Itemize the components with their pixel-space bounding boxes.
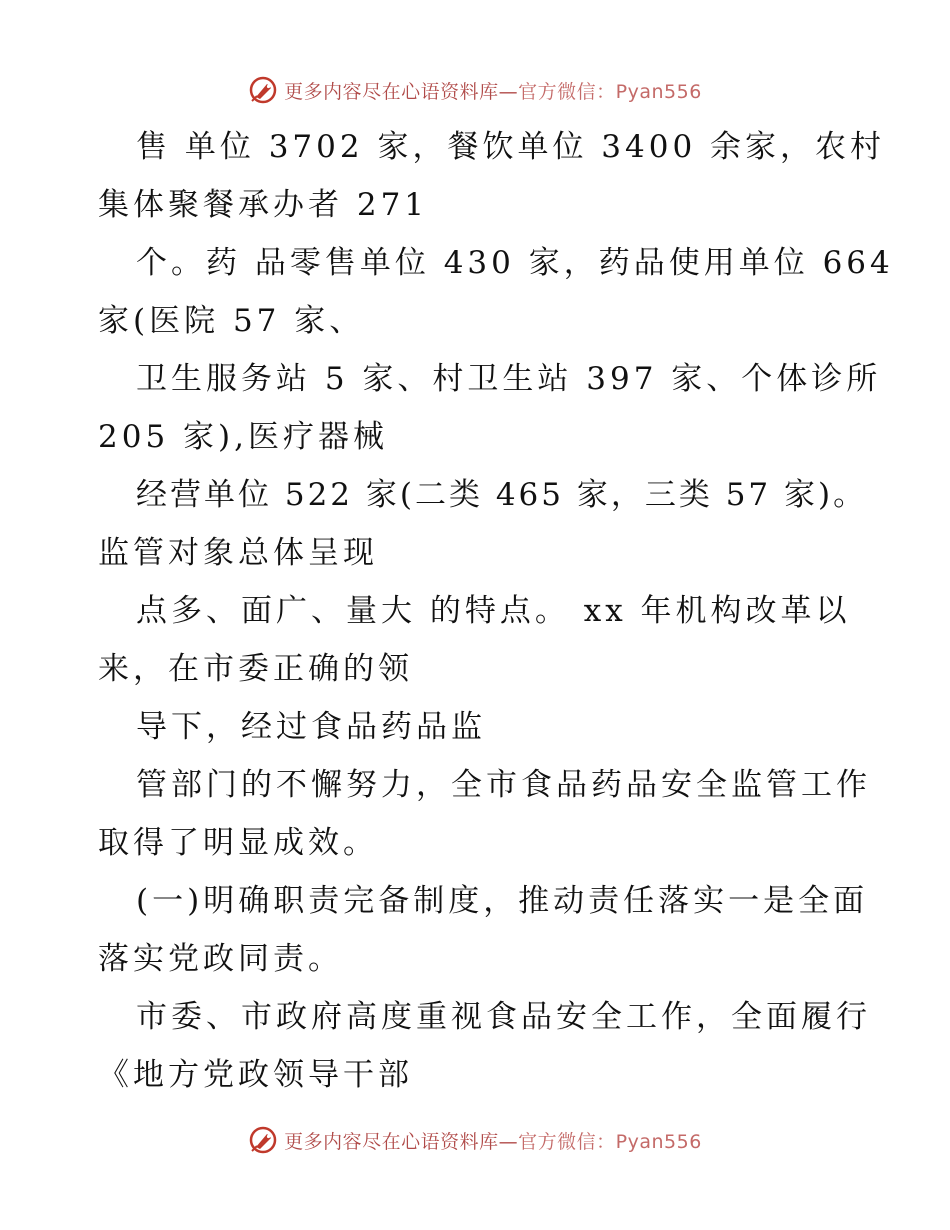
header-banner [0, 70, 950, 110]
body-line: 管部门的不懈努力，全市食品药品安全监管工作 [136, 767, 871, 803]
body-line: 市委、市政府高度重视食品安全工作，全面履行 [136, 999, 871, 1035]
body-line: 卫生服务站 5 家、村卫生站 397 家、个体诊所 [136, 361, 882, 397]
body-line: 导下，经过食品药品监 [136, 709, 486, 745]
document-body [98, 118, 894, 1104]
body-line: 205 家),医疗器械 [98, 419, 388, 455]
pen-nib-circle-icon [248, 1125, 278, 1155]
body-line: 监管对象总体呈现 [98, 535, 378, 571]
body-line: 取得了明显成效。 [98, 825, 378, 861]
header-text: 更多内容尽在心语资料库—官方微信：Pyan556 [284, 80, 702, 103]
body-line: 点多、面广、量大 的特点。 xx 年机构改革以 [136, 593, 851, 629]
body-line: 售 单位 3702 家，餐饮单位 3400 余家，农村 [136, 129, 886, 165]
footer-banner [0, 1120, 950, 1160]
body-line: 集体聚餐承办者 271 [98, 187, 429, 223]
body-line: 家(医院 57 家、 [98, 303, 365, 339]
body-line: 《地方党政领导干部 [98, 1057, 413, 1093]
body-line: 来，在市委正确的领 [98, 651, 413, 687]
body-line: 个。药 品零售单位 430 家，药品使用单位 664 [136, 245, 894, 281]
footer-text: 更多内容尽在心语资料库—官方微信：Pyan556 [284, 1130, 702, 1153]
body-line: (一)明确职责完备制度，推动责任落实一是全面 [136, 883, 869, 919]
body-line: 落实党政同责。 [98, 941, 343, 977]
pen-nib-circle-icon [248, 75, 278, 105]
body-line: 经营单位 522 家(二类 465 家，三类 57 家)。 [136, 477, 868, 513]
